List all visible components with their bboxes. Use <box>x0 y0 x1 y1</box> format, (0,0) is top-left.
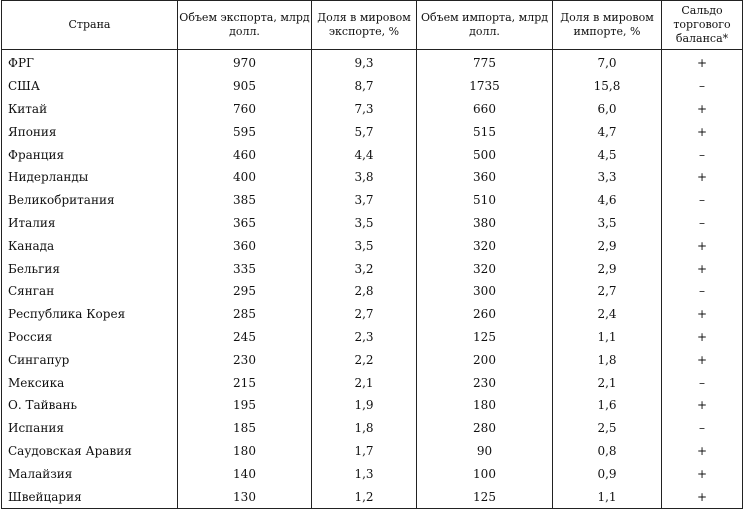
table-row <box>2 462 743 485</box>
export-share-cell: 3,5 <box>312 234 417 257</box>
import-volume-cell: 200 <box>417 348 553 371</box>
country-cell: Нидерланды <box>2 166 178 189</box>
table-row <box>2 257 743 280</box>
country-cell: Испания <box>2 417 178 440</box>
trade-balance-cell: + <box>662 234 743 257</box>
header-export-share: Доля в мировом экспорте, % <box>312 1 417 50</box>
export-share-cell: 3,2 <box>312 257 417 280</box>
import-volume-cell: 180 <box>417 394 553 417</box>
table-row <box>2 50 743 75</box>
export-share-cell: 2,3 <box>312 326 417 349</box>
export-volume-cell: 285 <box>178 303 312 326</box>
table-row <box>2 98 743 121</box>
import-volume-cell: 260 <box>417 303 553 326</box>
table-row <box>2 120 743 143</box>
export-volume-cell: 595 <box>178 120 312 143</box>
export-share-cell: 3,8 <box>312 166 417 189</box>
country-cell: Малайзия <box>2 462 178 485</box>
import-share-cell: 2,4 <box>553 303 662 326</box>
country-cell: Сянган <box>2 280 178 303</box>
export-volume-cell: 460 <box>178 143 312 166</box>
import-volume-cell: 360 <box>417 166 553 189</box>
header-trade-balance: Сальдо торгового баланса* <box>662 1 743 50</box>
table-row <box>2 348 743 371</box>
export-share-cell: 7,3 <box>312 98 417 121</box>
export-volume-cell: 295 <box>178 280 312 303</box>
export-share-cell: 2,7 <box>312 303 417 326</box>
import-share-cell: 0,9 <box>553 462 662 485</box>
export-volume-cell: 215 <box>178 371 312 394</box>
trade-balance-cell: + <box>662 50 743 75</box>
export-volume-cell: 195 <box>178 394 312 417</box>
import-volume-cell: 280 <box>417 417 553 440</box>
trade-balance-cell: + <box>662 257 743 280</box>
export-volume-cell: 400 <box>178 166 312 189</box>
header-export-volume: Объем экспорта, млрд долл. <box>178 1 312 50</box>
header-import-share: Доля в мировом импорте, % <box>553 1 662 50</box>
trade-balance-cell: + <box>662 485 743 508</box>
export-volume-cell: 230 <box>178 348 312 371</box>
import-share-cell: 1,1 <box>553 326 662 349</box>
trade-balance-cell: – <box>662 280 743 303</box>
country-cell: Россия <box>2 326 178 349</box>
import-volume-cell: 380 <box>417 212 553 235</box>
country-cell: Республика Корея <box>2 303 178 326</box>
trade-table <box>1 0 743 509</box>
trade-balance-cell: + <box>662 462 743 485</box>
export-share-cell: 1,8 <box>312 417 417 440</box>
export-share-cell: 5,7 <box>312 120 417 143</box>
trade-balance-cell: – <box>662 75 743 98</box>
import-volume-cell: 1735 <box>417 75 553 98</box>
import-share-cell: 1,1 <box>553 485 662 508</box>
country-cell: ФРГ <box>2 50 178 75</box>
export-volume-cell: 760 <box>178 98 312 121</box>
import-share-cell: 2,9 <box>553 234 662 257</box>
import-volume-cell: 775 <box>417 50 553 75</box>
export-share-cell: 1,7 <box>312 440 417 463</box>
table-row <box>2 485 743 508</box>
trade-balance-cell: + <box>662 166 743 189</box>
import-volume-cell: 90 <box>417 440 553 463</box>
export-volume-cell: 185 <box>178 417 312 440</box>
trade-balance-cell: – <box>662 143 743 166</box>
country-cell: Франция <box>2 143 178 166</box>
import-volume-cell: 300 <box>417 280 553 303</box>
header-row <box>2 1 743 50</box>
export-share-cell: 2,8 <box>312 280 417 303</box>
export-volume-cell: 385 <box>178 189 312 212</box>
import-volume-cell: 510 <box>417 189 553 212</box>
table-row <box>2 234 743 257</box>
import-volume-cell: 125 <box>417 485 553 508</box>
country-cell: США <box>2 75 178 98</box>
country-cell: Канада <box>2 234 178 257</box>
import-share-cell: 0,8 <box>553 440 662 463</box>
export-volume-cell: 365 <box>178 212 312 235</box>
table-row <box>2 303 743 326</box>
import-share-cell: 2,5 <box>553 417 662 440</box>
header-import-volume: Объем импорта, млрд долл. <box>417 1 553 50</box>
import-share-cell: 1,8 <box>553 348 662 371</box>
import-volume-cell: 125 <box>417 326 553 349</box>
table-header <box>2 1 743 50</box>
table-row <box>2 143 743 166</box>
export-volume-cell: 245 <box>178 326 312 349</box>
import-share-cell: 3,5 <box>553 212 662 235</box>
export-volume-cell: 130 <box>178 485 312 508</box>
trade-balance-cell: + <box>662 348 743 371</box>
trade-balance-cell: – <box>662 417 743 440</box>
export-share-cell: 1,2 <box>312 485 417 508</box>
export-share-cell: 9,3 <box>312 50 417 75</box>
trade-balance-cell: + <box>662 303 743 326</box>
table-row <box>2 326 743 349</box>
export-share-cell: 4,4 <box>312 143 417 166</box>
trade-balance-cell: + <box>662 120 743 143</box>
import-share-cell: 3,3 <box>553 166 662 189</box>
trade-balance-cell: – <box>662 371 743 394</box>
table-row <box>2 75 743 98</box>
import-volume-cell: 230 <box>417 371 553 394</box>
country-cell: Саудовская Аравия <box>2 440 178 463</box>
table-row <box>2 280 743 303</box>
import-share-cell: 6,0 <box>553 98 662 121</box>
trade-balance-cell: + <box>662 98 743 121</box>
import-share-cell: 4,5 <box>553 143 662 166</box>
export-volume-cell: 905 <box>178 75 312 98</box>
import-volume-cell: 500 <box>417 143 553 166</box>
import-volume-cell: 515 <box>417 120 553 143</box>
trade-balance-cell: + <box>662 326 743 349</box>
import-share-cell: 4,6 <box>553 189 662 212</box>
import-share-cell: 1,6 <box>553 394 662 417</box>
import-volume-cell: 320 <box>417 234 553 257</box>
export-share-cell: 8,7 <box>312 75 417 98</box>
export-share-cell: 1,3 <box>312 462 417 485</box>
export-volume-cell: 335 <box>178 257 312 280</box>
import-share-cell: 2,9 <box>553 257 662 280</box>
import-share-cell: 7,0 <box>553 50 662 75</box>
country-cell: Китай <box>2 98 178 121</box>
trade-balance-cell: + <box>662 394 743 417</box>
import-share-cell: 4,7 <box>553 120 662 143</box>
country-cell: Великобритания <box>2 189 178 212</box>
import-volume-cell: 320 <box>417 257 553 280</box>
country-cell: Италия <box>2 212 178 235</box>
import-share-cell: 15,8 <box>553 75 662 98</box>
country-cell: Мексика <box>2 371 178 394</box>
export-share-cell: 2,2 <box>312 348 417 371</box>
table-row <box>2 394 743 417</box>
table-row <box>2 189 743 212</box>
export-volume-cell: 360 <box>178 234 312 257</box>
table-row <box>2 212 743 235</box>
country-cell: Сингапур <box>2 348 178 371</box>
table-row <box>2 166 743 189</box>
export-volume-cell: 140 <box>178 462 312 485</box>
header-country: Страна <box>2 1 178 50</box>
export-share-cell: 1,9 <box>312 394 417 417</box>
trade-balance-cell: + <box>662 440 743 463</box>
import-volume-cell: 660 <box>417 98 553 121</box>
import-volume-cell: 100 <box>417 462 553 485</box>
table-row <box>2 417 743 440</box>
table-row <box>2 371 743 394</box>
export-share-cell: 3,5 <box>312 212 417 235</box>
country-cell: О. Тайвань <box>2 394 178 417</box>
country-cell: Швейцария <box>2 485 178 508</box>
import-share-cell: 2,7 <box>553 280 662 303</box>
trade-balance-cell: – <box>662 189 743 212</box>
table-row <box>2 440 743 463</box>
country-cell: Япония <box>2 120 178 143</box>
country-cell: Бельгия <box>2 257 178 280</box>
import-share-cell: 2,1 <box>553 371 662 394</box>
export-share-cell: 2,1 <box>312 371 417 394</box>
export-volume-cell: 970 <box>178 50 312 75</box>
trade-balance-cell: – <box>662 212 743 235</box>
export-volume-cell: 180 <box>178 440 312 463</box>
table-body <box>2 50 743 509</box>
export-share-cell: 3,7 <box>312 189 417 212</box>
